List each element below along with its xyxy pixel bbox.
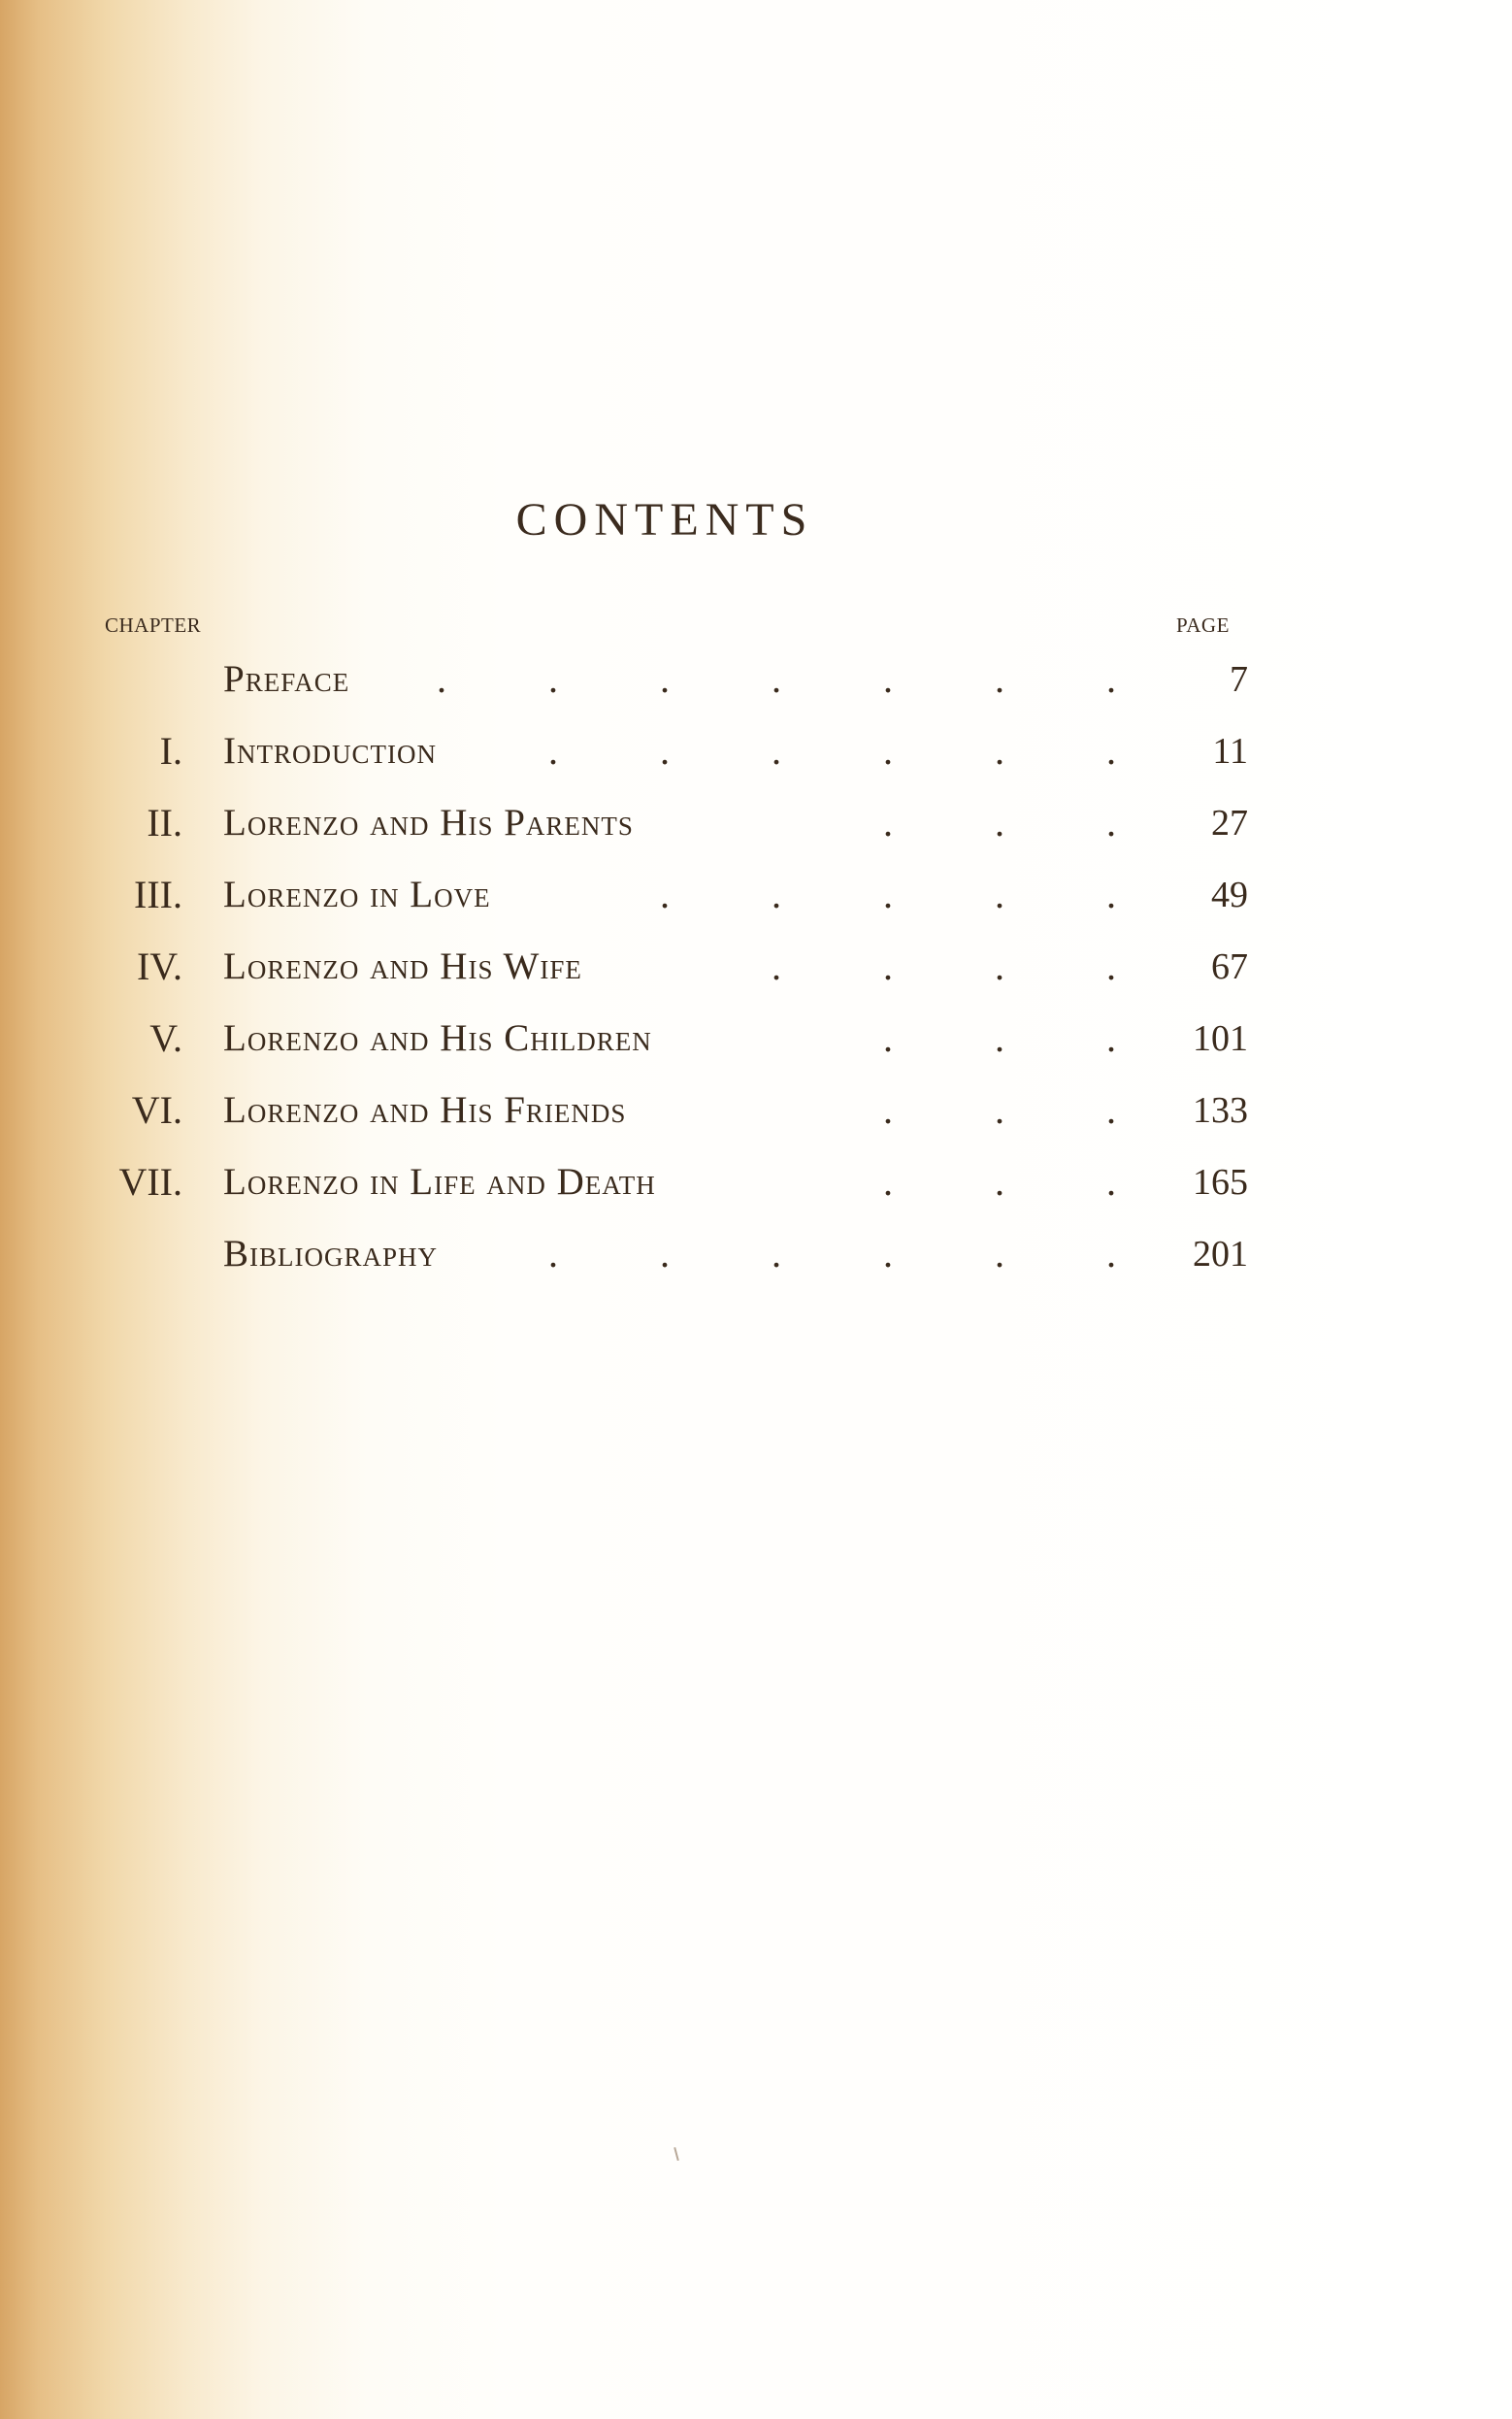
leader-dot: . (883, 1232, 893, 1276)
paper-speck (674, 2147, 679, 2161)
leader-dot: . (1106, 1160, 1116, 1204)
chapter-title: Introduction (223, 730, 437, 772)
page-number: 165 (1193, 1162, 1248, 1203)
leader-dot: . (995, 1160, 1004, 1204)
chapter-title: Lorenzo in Love (223, 874, 491, 915)
leader-dot: . (1106, 1232, 1116, 1276)
page-number: 101 (1193, 1018, 1248, 1059)
leader-dot: . (1106, 801, 1116, 845)
leader-dot: . (883, 657, 893, 701)
leader-dot: . (883, 944, 893, 988)
leader-dot: . (660, 729, 670, 773)
leader-dot: . (883, 873, 893, 916)
chapter-title: Lorenzo in Life and Death (223, 1161, 656, 1203)
leader-dot: . (995, 657, 1004, 701)
leader-dot: . (995, 801, 1004, 845)
leader-dot: . (883, 729, 893, 773)
leader-dot: . (772, 1232, 781, 1276)
leader-dot: . (772, 944, 781, 988)
toc-row-wife (0, 936, 1512, 1008)
toc-row-friends (0, 1079, 1512, 1151)
chapter-number: III. (134, 873, 182, 916)
leader-dot: . (883, 1016, 893, 1060)
page-number: 133 (1193, 1090, 1248, 1131)
chapter-number: II. (147, 801, 182, 845)
leader-dot: . (548, 657, 558, 701)
chapter-number: IV. (136, 944, 182, 988)
toc-row-preface (0, 648, 1512, 720)
leader-dot: . (772, 729, 781, 773)
leader-dot: . (1106, 944, 1116, 988)
leader-dot: . (772, 873, 781, 916)
chapter-title: Lorenzo and His Friends (223, 1089, 627, 1131)
toc-row-life-death (0, 1151, 1512, 1223)
leader-dot: . (995, 873, 1004, 916)
chapter-title: Lorenzo and His Parents (223, 802, 634, 844)
leader-dot: . (995, 944, 1004, 988)
page-column-label: PAGE (1176, 613, 1230, 637)
leader-dot: . (548, 1232, 558, 1276)
chapter-title: Lorenzo and His Wife (223, 945, 582, 987)
page-number: 201 (1193, 1234, 1248, 1275)
leader-dot: . (1106, 1016, 1116, 1060)
chapter-number: V. (149, 1016, 182, 1060)
leader-dot: . (660, 873, 670, 916)
leader-dot: . (660, 657, 670, 701)
chapter-number: VII. (118, 1160, 182, 1204)
leader-dot: . (995, 1016, 1004, 1060)
page-number: 49 (1211, 875, 1248, 915)
page-number: 27 (1211, 803, 1248, 844)
leader-dot: . (772, 657, 781, 701)
page-number: 7 (1230, 659, 1248, 700)
chapter-number: I. (159, 729, 182, 773)
toc-row-introduction (0, 720, 1512, 792)
chapter-column-label: CHAPTER (105, 613, 202, 637)
page-number: 11 (1212, 731, 1248, 772)
leader-dot: . (883, 1160, 893, 1204)
leader-dot: . (995, 1232, 1004, 1276)
leader-dot: . (1106, 729, 1116, 773)
leader-dot: . (660, 1232, 670, 1276)
leader-dot: . (437, 657, 446, 701)
leader-dot: . (1106, 657, 1116, 701)
leader-dot: . (995, 729, 1004, 773)
chapter-number: VI. (131, 1088, 182, 1132)
chapter-title: Preface (223, 658, 350, 700)
leader-dot: . (883, 801, 893, 845)
chapter-title: Lorenzo and His Children (223, 1017, 652, 1059)
leader-dot: . (1106, 1088, 1116, 1132)
page-number: 67 (1211, 946, 1248, 987)
leader-dot: . (995, 1088, 1004, 1132)
toc-row-bibliography (0, 1223, 1512, 1295)
leader-dot: . (548, 729, 558, 773)
toc-row-children (0, 1008, 1512, 1079)
page-title: CONTENTS (515, 494, 814, 546)
toc-row-parents (0, 792, 1512, 864)
toc-row-love (0, 864, 1512, 936)
leader-dot: . (1106, 873, 1116, 916)
chapter-title: Bibliography (223, 1233, 439, 1275)
leader-dot: . (883, 1088, 893, 1132)
